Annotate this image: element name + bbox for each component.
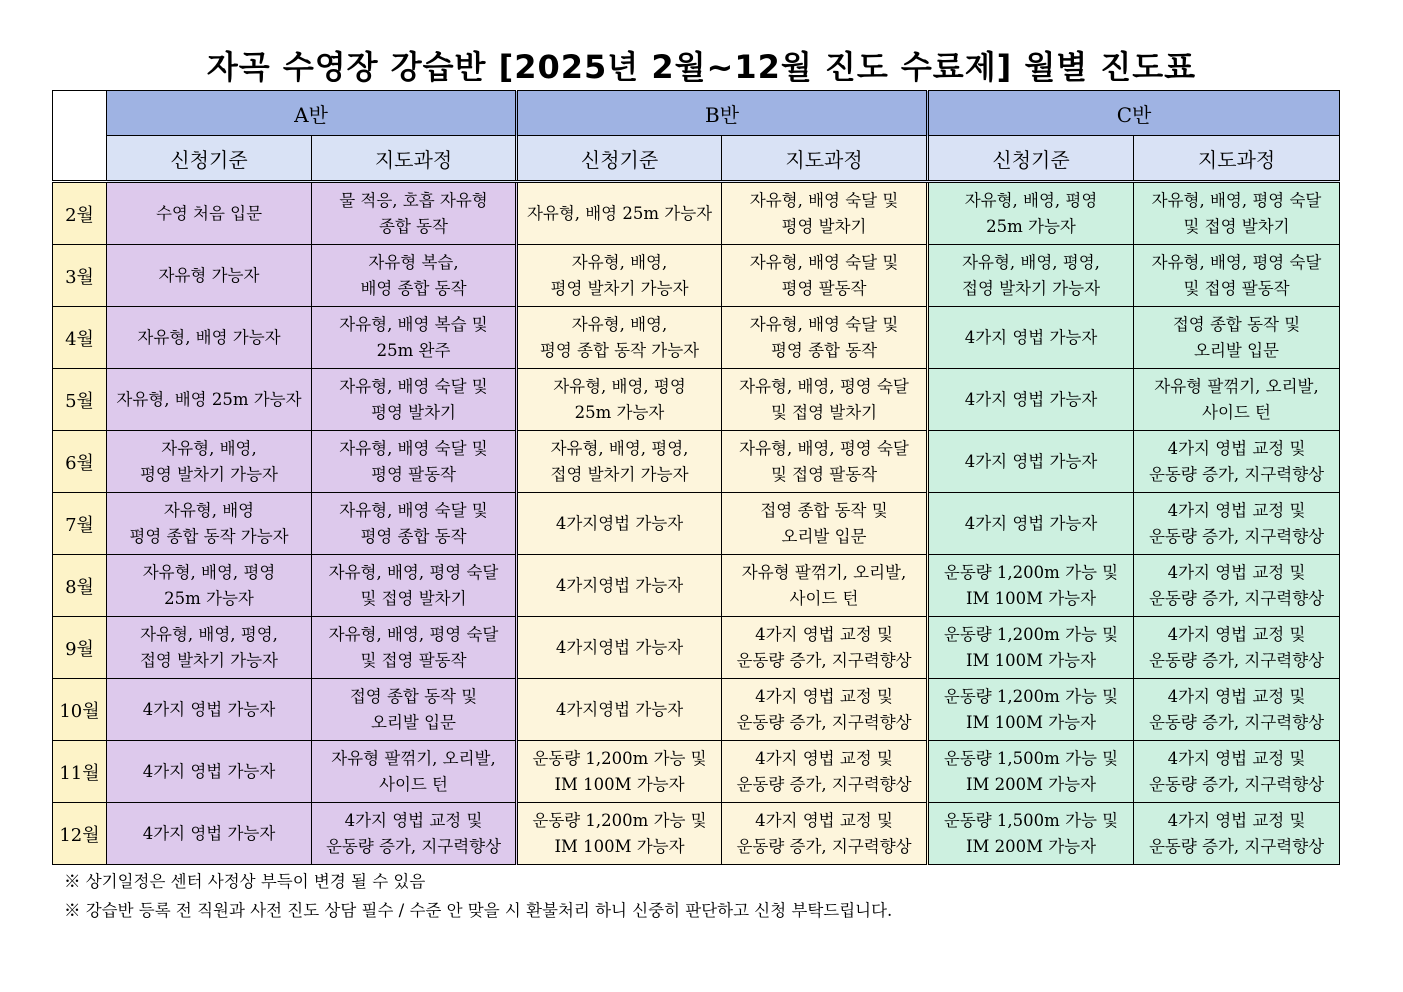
cell-text-line: 25m 가능자	[986, 216, 1076, 236]
cell-text-line: 평영 종합 동작 가능자	[539, 340, 700, 360]
curriculum-cell	[1134, 369, 1340, 431]
cell-text-line: 및 접영 발차기	[770, 402, 878, 422]
cell-text-line: 평영 팔동작	[371, 464, 456, 484]
criteria-cell	[928, 617, 1134, 679]
cell-text-line: 4가지 영법 가능자	[142, 699, 276, 719]
criteria-cell	[517, 431, 722, 493]
cell-text-line: 평영 발차기 가능자	[550, 278, 689, 298]
curriculum-cell	[312, 369, 517, 431]
cell-text-line: 운동량 증가, 지구력향상	[1148, 712, 1325, 732]
curriculum-cell	[1134, 555, 1340, 617]
cell-text-line: IM 100M 가능자	[554, 836, 685, 856]
cell-text-line: 4가지 영법 교정 및	[755, 748, 893, 768]
month-label: 8월	[53, 555, 107, 617]
cell-text-line: 평영 종합 동작	[360, 526, 467, 546]
cell-text-line: 및 접영 팔동작	[770, 464, 878, 484]
cell-text-line: 평영 발차기 가능자	[139, 464, 278, 484]
table-row	[53, 307, 1340, 369]
criteria-cell	[107, 307, 312, 369]
criteria-cell	[107, 741, 312, 803]
cell-text-line: 접영 발차기 가능자	[139, 650, 278, 670]
table-row	[53, 803, 1340, 865]
curriculum-cell	[1134, 741, 1340, 803]
table-row	[53, 493, 1340, 555]
cell-text-line: 자유형, 배영,	[571, 314, 668, 334]
group-header-b: B반	[517, 91, 928, 136]
cell-text-line: 자유형, 배영, 평영 숙달	[1151, 252, 1322, 272]
cell-text-line: 자유형, 배영, 평영 숙달	[328, 624, 499, 644]
criteria-cell	[928, 431, 1134, 493]
cell-text-line: 운동량 1,500m 가능 및	[943, 748, 1119, 768]
table-row	[53, 679, 1340, 741]
subheader-criteria: 신청기준	[107, 136, 312, 182]
cell-text-line: 및 접영 발차기	[1183, 216, 1290, 236]
criteria-cell	[517, 182, 722, 245]
criteria-cell	[107, 555, 312, 617]
cell-text-line: 물 적응, 호흡 자유형	[339, 190, 488, 210]
subheader-criteria: 신청기준	[928, 136, 1134, 182]
criteria-cell	[517, 803, 722, 865]
corner-cell	[53, 91, 107, 182]
criteria-cell	[107, 803, 312, 865]
month-label: 9월	[53, 617, 107, 679]
criteria-cell	[517, 741, 722, 803]
curriculum-cell	[312, 741, 517, 803]
curriculum-cell	[1134, 431, 1340, 493]
curriculum-cell	[312, 803, 517, 865]
cell-text-line: 운동량 증가, 지구력향상	[1148, 588, 1325, 608]
table-row	[53, 617, 1340, 679]
cell-text-line: 평영 발차기	[781, 216, 867, 236]
curriculum-cell	[722, 803, 928, 865]
table-row	[53, 245, 1340, 307]
criteria-cell	[107, 182, 312, 245]
criteria-cell	[517, 307, 722, 369]
cell-text-line: 4가지영법 가능자	[555, 575, 684, 595]
group-header-a: A반	[107, 91, 517, 136]
table-row	[53, 369, 1340, 431]
cell-text-line: 4가지 영법 교정 및	[1167, 500, 1306, 520]
curriculum-cell	[312, 431, 517, 493]
cell-text-line: 자유형 팔꺾기, 오리발,	[1154, 376, 1319, 396]
criteria-cell	[517, 555, 722, 617]
cell-text-line: 자유형, 배영 숙달 및	[749, 314, 899, 334]
cell-text-line: 및 접영 팔동작	[360, 650, 467, 670]
cell-text-line: 4가지 영법 교정 및	[755, 686, 893, 706]
cell-text-line: 자유형, 배영 25m 가능자	[116, 389, 302, 409]
cell-text-line: 자유형, 배영, 평영,	[550, 438, 689, 458]
curriculum-cell	[722, 493, 928, 555]
curriculum-cell	[312, 617, 517, 679]
cell-text-line: 사이드 턴	[379, 774, 449, 794]
cell-text-line: 배영 종합 동작	[360, 278, 467, 298]
criteria-cell	[928, 679, 1134, 741]
cell-text-line: IM 100M 가능자	[965, 712, 1097, 732]
cell-text-line: 자유형 가능자	[158, 265, 260, 285]
criteria-cell	[517, 493, 722, 555]
subheader-curriculum: 지도과정	[1134, 136, 1340, 182]
curriculum-cell	[312, 245, 517, 307]
cell-text-line: 평영 발차기	[371, 402, 456, 422]
cell-text-line: 사이드 턴	[789, 588, 859, 608]
criteria-cell	[107, 679, 312, 741]
cell-text-line: 오리발 입문	[371, 712, 456, 732]
cell-text-line: 운동량 1,200m 가능 및	[532, 810, 707, 830]
cell-text-line: 운동량 증가, 지구력향상	[736, 650, 912, 670]
cell-text-line: 4가지 영법 교정 및	[1167, 748, 1306, 768]
cell-text-line: 자유형 팔꺾기, 오리발,	[331, 748, 496, 768]
month-label: 10월	[53, 679, 107, 741]
month-label: 12월	[53, 803, 107, 865]
cell-text-line: 평영 종합 동작	[770, 340, 878, 360]
cell-text-line: 운동량 증가, 지구력향상	[325, 836, 502, 856]
cell-text-line: 4가지 영법 교정 및	[755, 624, 893, 644]
subheader-curriculum: 지도과정	[722, 136, 928, 182]
criteria-cell	[107, 369, 312, 431]
cell-text-line: 4가지 영법 가능자	[142, 761, 276, 781]
curriculum-cell	[312, 555, 517, 617]
table-row	[53, 741, 1340, 803]
cell-text-line: 및 접영 발차기	[360, 588, 467, 608]
cell-text-line: 운동량 증가, 지구력향상	[1148, 774, 1325, 794]
note-schedule-change: ※ 상기일정은 센터 사정상 부득이 변경 될 수 있음	[64, 872, 426, 891]
month-label: 6월	[53, 431, 107, 493]
cell-text-line: 오리발 입문	[781, 526, 867, 546]
cell-text-line: 접영 종합 동작 및	[349, 686, 478, 706]
cell-text-line: 4가지 영법 가능자	[964, 389, 1098, 409]
criteria-cell	[928, 555, 1134, 617]
curriculum-cell	[722, 307, 928, 369]
curriculum-cell	[722, 617, 928, 679]
cell-text-line: 운동량 1,200m 가능 및	[943, 562, 1119, 582]
cell-text-line: 운동량 증가, 지구력향상	[736, 836, 912, 856]
cell-text-line: 운동량 증가, 지구력향상	[1148, 650, 1325, 670]
cell-text-line: 접영 종합 동작 및	[760, 500, 888, 520]
cell-text-line: IM 100M 가능자	[554, 774, 685, 794]
page-title: 자곡 수영장 강습반 [2025년 2월~12월 진도 수료제] 월별 진도표	[206, 48, 1197, 86]
curriculum-cell	[312, 307, 517, 369]
cell-text-line: 오리발 입문	[1194, 340, 1279, 360]
cell-text-line: 자유형, 배영 복습 및	[339, 314, 488, 334]
cell-text-line: 자유형, 배영, 평영 숙달	[739, 438, 909, 458]
month-label: 11월	[53, 741, 107, 803]
cell-text-line: 25m 가능자	[164, 588, 254, 608]
cell-text-line: 종합 동작	[379, 216, 449, 236]
cell-text-line: 자유형, 배영, 평영 숙달	[1151, 190, 1322, 210]
cell-text-line: IM 200M 가능자	[965, 774, 1097, 794]
cell-text-line: 4가지 영법 교정 및	[755, 810, 893, 830]
cell-text-line: 4가지영법 가능자	[555, 513, 684, 533]
curriculum-cell	[312, 493, 517, 555]
cell-text-line: 자유형, 배영 숙달 및	[339, 500, 488, 520]
cell-text-line: 자유형, 배영, 평영,	[140, 624, 278, 644]
cell-text-line: 수영 처음 입문	[155, 203, 263, 223]
cell-text-line: 운동량 1,200m 가능 및	[532, 748, 707, 768]
cell-text-line: 자유형, 배영 25m 가능자	[526, 203, 713, 223]
cell-text-line: 자유형, 배영 숙달 및	[749, 190, 899, 210]
cell-text-line: 자유형, 배영,	[571, 252, 668, 272]
criteria-cell	[517, 679, 722, 741]
cell-text-line: 평영 팔동작	[781, 278, 867, 298]
curriculum-cell	[722, 245, 928, 307]
cell-text-line: 자유형 팔꺾기, 오리발,	[741, 562, 907, 582]
curriculum-cell	[722, 741, 928, 803]
criteria-cell	[928, 182, 1134, 245]
criteria-cell	[928, 369, 1134, 431]
curriculum-cell	[1134, 803, 1340, 865]
cell-text-line: 4가지영법 가능자	[555, 699, 684, 719]
criteria-cell	[517, 617, 722, 679]
criteria-cell	[517, 245, 722, 307]
curriculum-cell	[722, 369, 928, 431]
cell-text-line: 평영 종합 동작 가능자	[129, 526, 289, 546]
criteria-cell	[107, 617, 312, 679]
curriculum-cell	[312, 182, 517, 245]
curriculum-cell	[1134, 679, 1340, 741]
criteria-cell	[928, 493, 1134, 555]
month-label: 7월	[53, 493, 107, 555]
cell-text-line: 자유형, 배영	[163, 500, 255, 520]
cell-text-line: 자유형, 배영 가능자	[137, 327, 281, 347]
curriculum-cell	[1134, 307, 1340, 369]
criteria-cell	[107, 493, 312, 555]
cell-text-line: 자유형, 배영 숙달 및	[749, 252, 899, 272]
curriculum-cell	[1134, 493, 1340, 555]
curriculum-cell	[1134, 617, 1340, 679]
cell-text-line: 4가지 영법 교정 및	[1167, 810, 1306, 830]
cell-text-line: 4가지 영법 가능자	[964, 327, 1098, 347]
cell-text-line: 사이드 턴	[1202, 402, 1272, 422]
cell-text-line: 자유형, 배영 숙달 및	[339, 438, 488, 458]
cell-text-line: 운동량 증가, 지구력향상	[736, 774, 912, 794]
cell-text-line: IM 100M 가능자	[965, 650, 1097, 670]
cell-text-line: 운동량 증가, 지구력향상	[1148, 526, 1325, 546]
subheader-curriculum: 지도과정	[312, 136, 517, 182]
curriculum-cell	[312, 679, 517, 741]
cell-text-line: 접영 종합 동작 및	[1172, 314, 1301, 334]
cell-text-line: 자유형, 배영,	[161, 438, 257, 458]
cell-text-line: 자유형, 배영, 평영	[142, 562, 276, 582]
cell-text-line: 운동량 증가, 지구력향상	[1148, 464, 1325, 484]
cell-text-line: 자유형, 배영, 평영	[553, 376, 686, 396]
cell-text-line: 4가지 영법 교정 및	[1167, 438, 1306, 458]
month-label: 4월	[53, 307, 107, 369]
cell-text-line: 자유형, 배영 숙달 및	[339, 376, 488, 396]
cell-text-line: 4가지 영법 교정 및	[1167, 686, 1306, 706]
cell-text-line: 4가지 영법 교정 및	[1167, 562, 1306, 582]
criteria-cell	[928, 741, 1134, 803]
cell-text-line: 운동량 증가, 지구력향상	[1148, 836, 1325, 856]
month-label: 5월	[53, 369, 107, 431]
note-consultation: ※ 강습반 등록 전 직원과 사전 진도 상담 필수 / 수준 안 맞을 시 환불처리 하니 신중히 판단하고 신청 부탁드립니다.	[64, 901, 893, 920]
cell-text-line: 4가지 영법 교정 및	[344, 810, 483, 830]
cell-text-line: 자유형, 배영, 평영 숙달	[739, 376, 909, 396]
cell-text-line: 4가지영법 가능자	[555, 637, 684, 657]
curriculum-cell	[722, 431, 928, 493]
month-label: 2월	[53, 182, 107, 245]
cell-text-line: 자유형, 배영, 평영 숙달	[328, 562, 499, 582]
cell-text-line: 운동량 1,200m 가능 및	[943, 686, 1119, 706]
cell-text-line: 자유형 복습,	[368, 252, 459, 272]
cell-text-line: 4가지 영법 가능자	[142, 823, 276, 843]
criteria-cell	[517, 369, 722, 431]
cell-text-line: IM 100M 가능자	[965, 588, 1097, 608]
criteria-cell	[928, 307, 1134, 369]
curriculum-cell	[722, 182, 928, 245]
cell-text-line: 자유형, 배영, 평영,	[962, 252, 1100, 272]
table-row	[53, 182, 1340, 245]
cell-text-line: IM 200M 가능자	[965, 836, 1097, 856]
cell-text-line: 접영 발차기 가능자	[550, 464, 689, 484]
table-row	[53, 555, 1340, 617]
criteria-cell	[928, 803, 1134, 865]
subheader-criteria: 신청기준	[517, 136, 722, 182]
cell-text-line: 25m 가능자	[574, 402, 665, 422]
cell-text-line: 및 접영 팔동작	[1183, 278, 1290, 298]
cell-text-line: 자유형, 배영, 평영	[964, 190, 1098, 210]
curriculum-cell	[722, 679, 928, 741]
table-body	[53, 182, 1340, 865]
curriculum-cell	[722, 555, 928, 617]
cell-text-line: 운동량 1,200m 가능 및	[943, 624, 1119, 644]
table-row	[53, 431, 1340, 493]
group-header-c: C반	[928, 91, 1340, 136]
cell-text-line: 운동량 증가, 지구력향상	[736, 712, 912, 732]
curriculum-cell	[1134, 245, 1340, 307]
cell-text-line: 4가지 영법 교정 및	[1167, 624, 1306, 644]
cell-text-line: 25m 완주	[376, 340, 451, 360]
cell-text-line: 접영 발차기 가능자	[962, 278, 1101, 298]
cell-text-line: 운동량 1,500m 가능 및	[943, 810, 1119, 830]
month-label: 3월	[53, 245, 107, 307]
criteria-cell	[928, 245, 1134, 307]
curriculum-cell	[1134, 182, 1340, 245]
schedule-table	[52, 90, 1340, 865]
criteria-cell	[107, 245, 312, 307]
criteria-cell	[107, 431, 312, 493]
cell-text-line: 4가지 영법 가능자	[964, 451, 1098, 471]
cell-text-line: 4가지 영법 가능자	[964, 513, 1098, 533]
